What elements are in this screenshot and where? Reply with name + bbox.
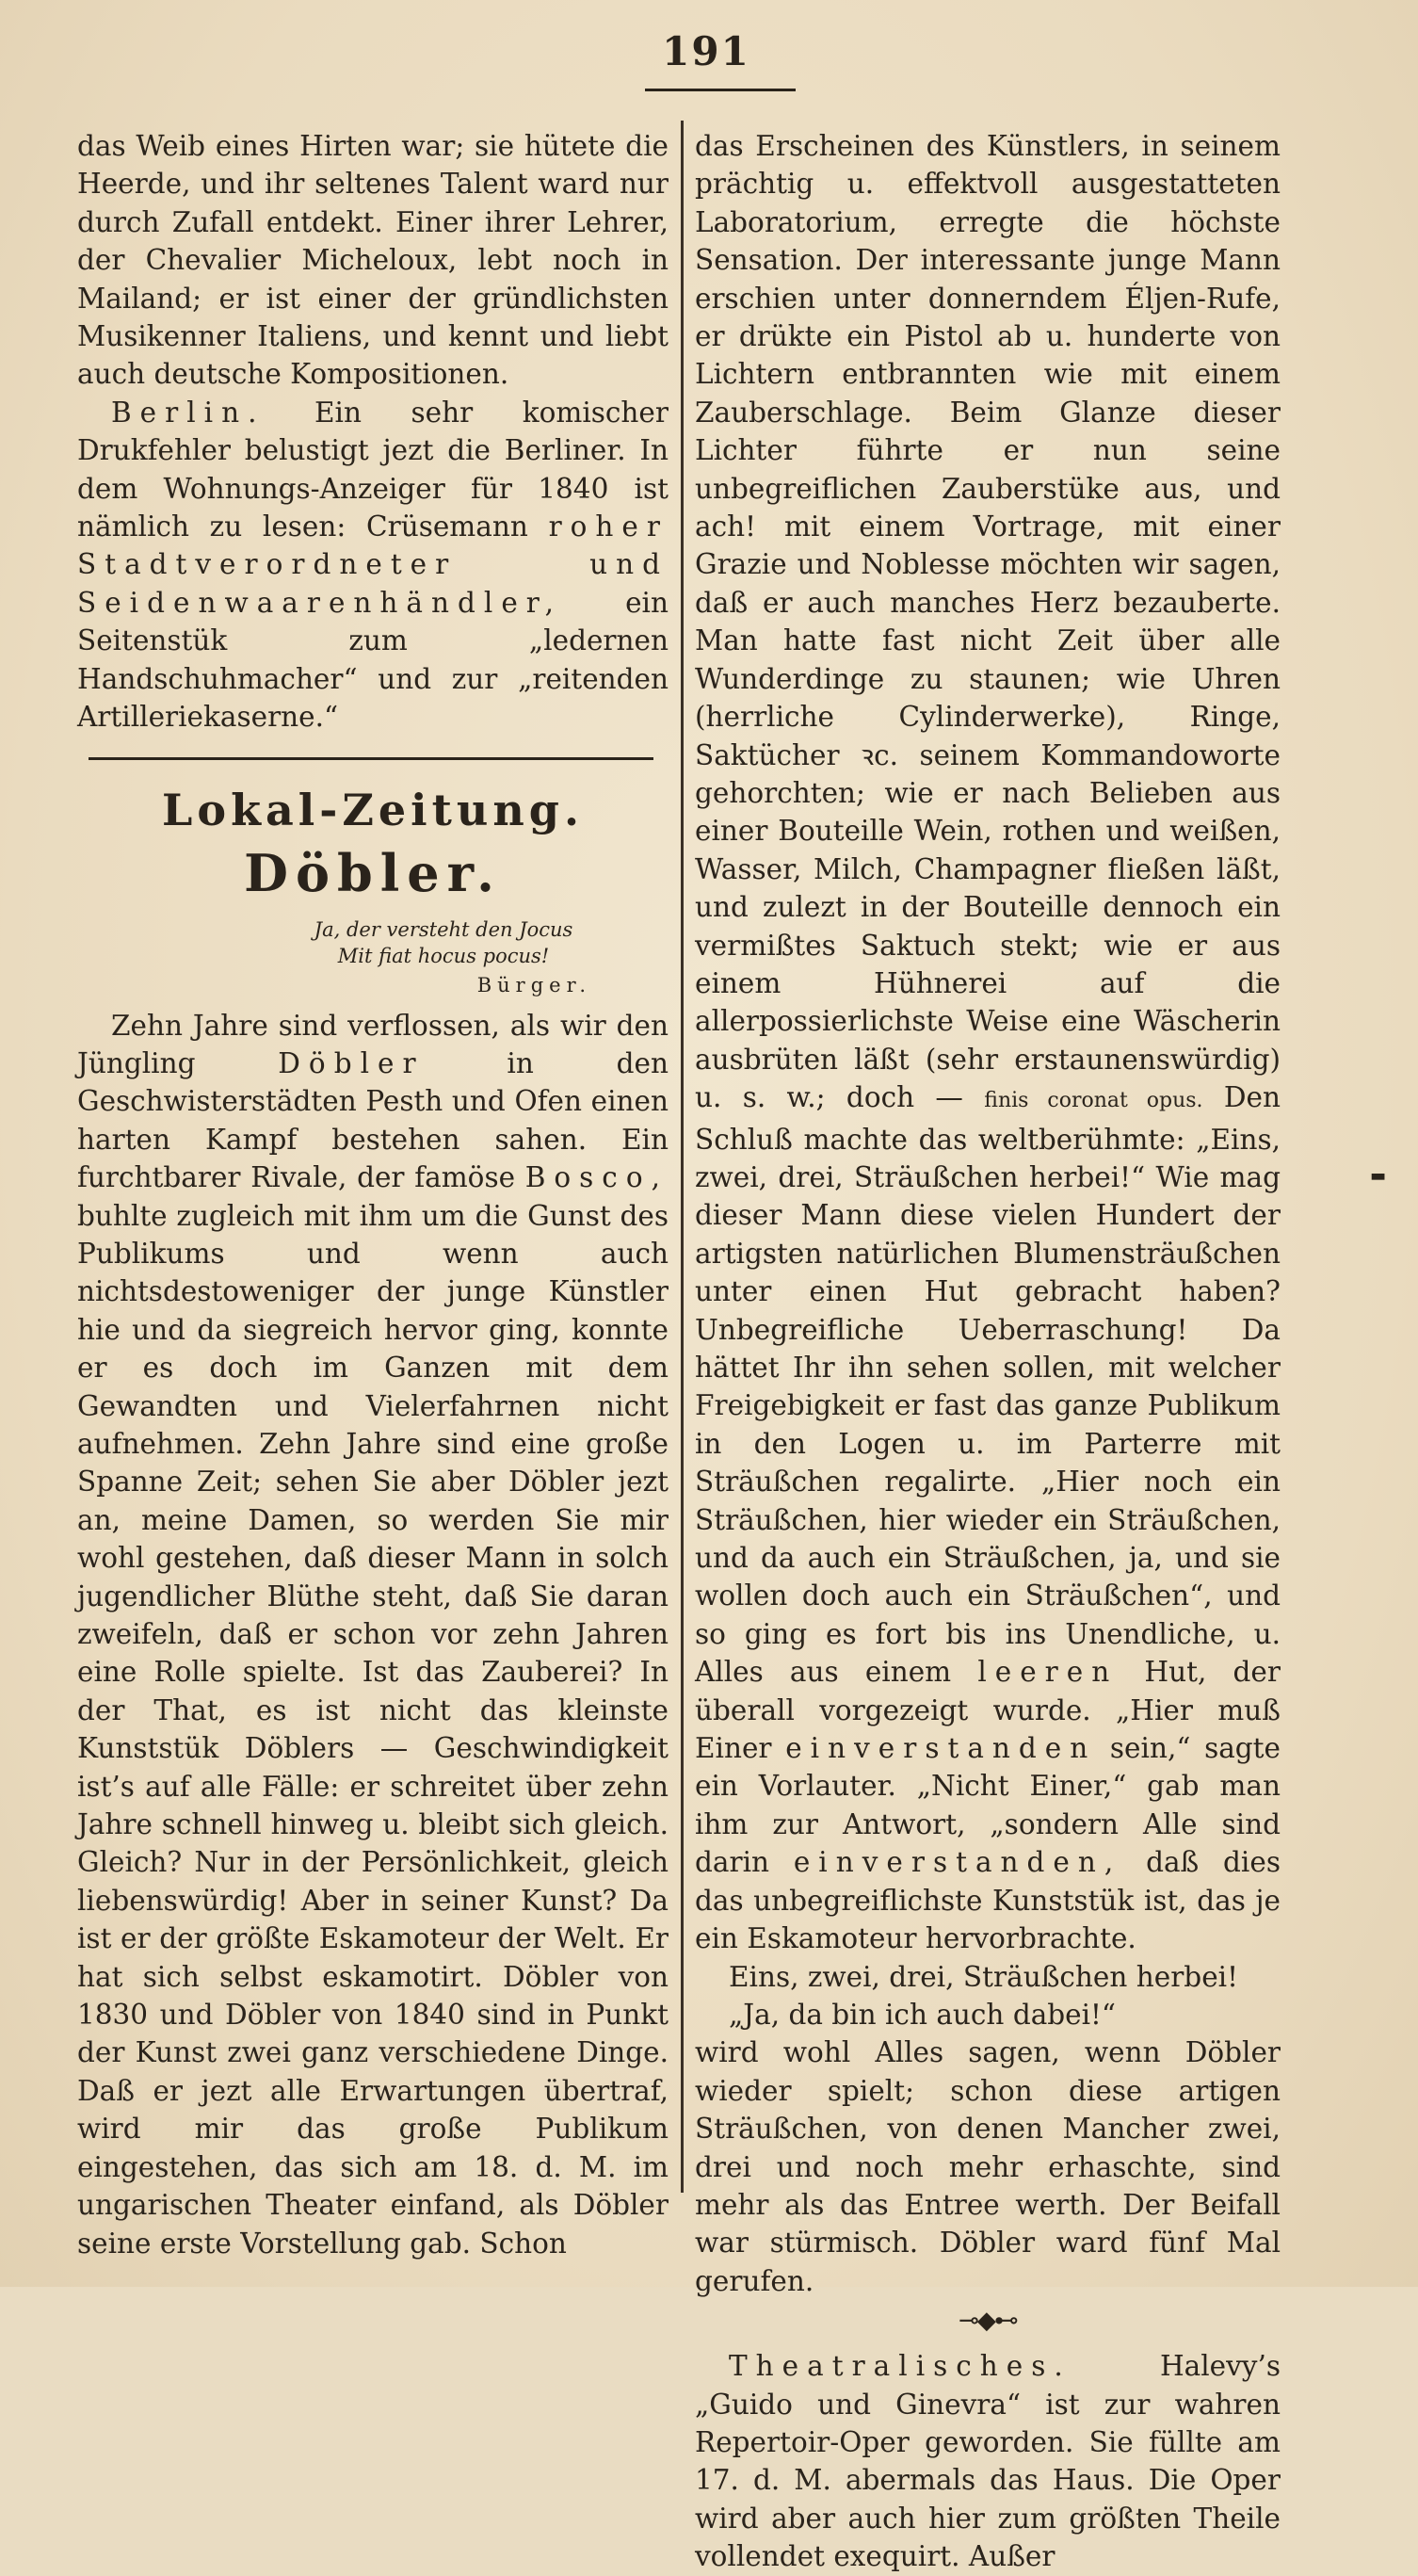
city-dateline: Berlin.: [111, 396, 266, 429]
column-divider: [681, 121, 684, 2193]
paragraph-continued: das Weib eines Hirten war; sie hütete die Heerde, und ihr seltenes Talent ward nur durch Zufall entdekt. Einer ihrer Lehrer, der Chevalier Micheloux, lebt noch in Mailand; er ist einer der gründlichsten Musikenner Italiens, und kennt und liebt auch deutsche Kompositionen.: [77, 130, 669, 391]
spaced-text: einverstanden,: [793, 1846, 1122, 1879]
name-spaced: Bosco,: [524, 1161, 669, 1194]
left-column: [77, 127, 669, 2262]
motto-line: Ja, der versteht den Jocus: [314, 917, 573, 941]
motto-author: Bürger.: [476, 973, 591, 996]
text-run: Den Schluß machte das weltberühmte: „Eins, zwei, drei, Sträußchen herbei!“ Wie mag dieser Mann diese vielen Hundert der artigsten natürlichen Blumensträußchen unter einen Hut gebracht haben? Unbegreifliche Ueberraschung! Da hättet Ihr ihn sehen sollen, mit welcher Freigebigkeit er fast das ganze Publikum in den Logen u. im Parterre mit Sträußchen regalirte. „Hier noch ein Sträußchen, hier wieder ein Sträußchen, und da auch ein Sträußchen, ja, und sie wollen doch auch ein Sträußchen“, und so ging es fort bis ins Unendliche, u. Alles aus einem: [695, 1081, 1281, 1689]
motto-line: Mit fiat hocus pocus!: [337, 944, 550, 967]
text-run: das Erscheinen des Künstlers, in seinem prächtig u. effektvoll ausgestatteten Laboratorium, erregte die höchste Sensation. Der interessante junge Mann erschien unter donnerndem Éljen-Rufe, er drükte ein Pistol ab u. hunderte von Lichtern entbrannten wie mit einem Zauberschlage. Beim Glanze dieser Lichter führte er nun seine unbegreiflichen Zauberstüke aus, und ach! mit einem Vortrage, mit einer Grazie und Noblesse möchten wir sagen, daß er auch manches Herz bezauberte. Man hatte fast nicht Zeit über alle Wunderdinge zu staunen; wie Uhren (herrliche Cylinderwerke), Ringe, Saktücher ꝛc. seinem Kommandoworte gehorchten; wie er nach Belieben aus einer Bouteille Wein, rothen und weißen, Wasser, Milch, Champagner fließen läßt, und zulezt in der Bouteille dennoch ein vermißtes Saktuch stekt; wie er aus einem Hühnerei auf die allerpossierlichste Weise eine Wäscherin ausbrüten läßt (sehr erstaunenswürdig) u. s. w.; doch —: [695, 130, 1281, 1114]
text-run: in den Geschwisterstädten Pesth und Ofen einen harten Kampf bestehen sahen. Ein furchtbarer Rivale, der famöse: [77, 1046, 669, 1194]
theatre-paragraph: [695, 2347, 1281, 2575]
latin-phrase: finis coronat opus.: [984, 1089, 1203, 1113]
right-column: [695, 127, 1281, 2576]
text-run: ein Seitenstük zum „ledernen Handschuhmacher“ und zur „reitenden Artilleriekaserne.“: [77, 586, 669, 734]
text-run: Zehn Jahre sind verflossen, als wir den Jüngling: [77, 1009, 669, 1079]
name-spaced: Döbler: [278, 1046, 425, 1079]
margin-mark: ▬: [1370, 1166, 1387, 1186]
spaced-text: leeren: [977, 1656, 1119, 1689]
refrain-reply: „Ja, da bin ich auch dabei!“: [729, 1998, 1116, 2031]
spaced-text: einverstanden: [785, 1732, 1097, 1765]
article-paragraph: [695, 127, 1281, 1958]
section-head-spaced: Theatralisches.: [729, 2350, 1072, 2383]
article-paragraph: [77, 1007, 669, 2262]
text-run: daß dies das unbegreiflichste Kunststük ist, das je ein Eskamoteur hervorbrachte.: [695, 1846, 1281, 1955]
text-run: Halevy’s „Guido und Ginevra“ ist zur wahren Repertoir-Oper geworden. Sie füllte am 17. d. M. abermals das Haus. Die Oper wird aber auch hier zum größten Theile vollendet exequirt. Außer: [695, 2350, 1281, 2573]
section-divider: [89, 757, 653, 760]
header-rule: [645, 89, 796, 91]
text-run: Hut, der überall vorgezeigt wurde. „Hier muß Einer: [695, 1656, 1281, 1765]
text-run: sein,“ sagte ein Vorlauter. „Nicht Einer,“ gab man ihm zur Antwort, „sondern Alle sind darin: [695, 1732, 1281, 1879]
spaced-text: roher Stadtverordneter und Seidenwaarenhändler,: [77, 510, 669, 619]
ornament-divider: ⊸◆⊷: [959, 2307, 1017, 2336]
refrain-line: Eins, zwei, drei, Sträußchen herbei!: [729, 1960, 1238, 1993]
text-run: buhlte zugleich mit ihm um die Gunst des Publikums und wenn auch nichtsdestoweniger der junge Künstler hie und da siegreich hervor ging, konnte er es doch im Ganzen mit dem Gewandten und Vielerfahrnen nicht aufnehmen. Zehn Jahre sind eine große Spanne Zeit; sehen Sie aber Döbler jezt an, meine Damen, so werden Sie mir wohl gestehen, daß dieser Mann in solch jugendlicher Blüthe steht, daß Sie daran zweifeln, daß er schon vor zehn Jahren eine Rolle spielte. Ist das Zauberei? In der That, es ist nicht das kleinste Kunststük Döblers — Geschwindigkeit ist’s auf alle Fälle: er schreitet über zehn Jahre schnell hinweg u. bleibt sich gleich. Gleich? Nur in der Persönlichkeit, gleich liebenswürdig! Aber in seiner Kunst? Da ist er der größte Eskamoteur der Welt. Er hat sich selbst eskamotirt. Döbler von 1830 und Döbler von 1840 sind in Punkt der Kunst zwei ganz verschiedene Dinge. Daß er jezt alle Erwartungen übertraf, wird mir das große Publikum eingestehen, das sich am 18. d. M. im ungarischen Theater einfand, als Döbler seine erste Vorstellung gab. Schon: [77, 1199, 669, 2260]
page-number: 191: [662, 28, 750, 74]
section-title: Lokal-Zeitung.: [162, 784, 584, 835]
article-paragraph: wird wohl Alles sagen, wenn Döbler wieder spielt; schon diese artigen Sträußchen, von denen Mancher zwei, drei und noch mehr erhaschte, sind mehr als das Entree werth. Der Beifall war stürmisch. Döbler ward fünf Mal gerufen.: [695, 2036, 1281, 2297]
text-run: Ein sehr komischer Drukfehler belustigt jezt die Berliner. In dem Wohnungs-Anzeiger für 1840 ist nämlich zu lesen: Crüsemann: [77, 396, 669, 543]
paragraph-berlin: [77, 394, 669, 737]
article-title: Döbler.: [244, 842, 502, 903]
